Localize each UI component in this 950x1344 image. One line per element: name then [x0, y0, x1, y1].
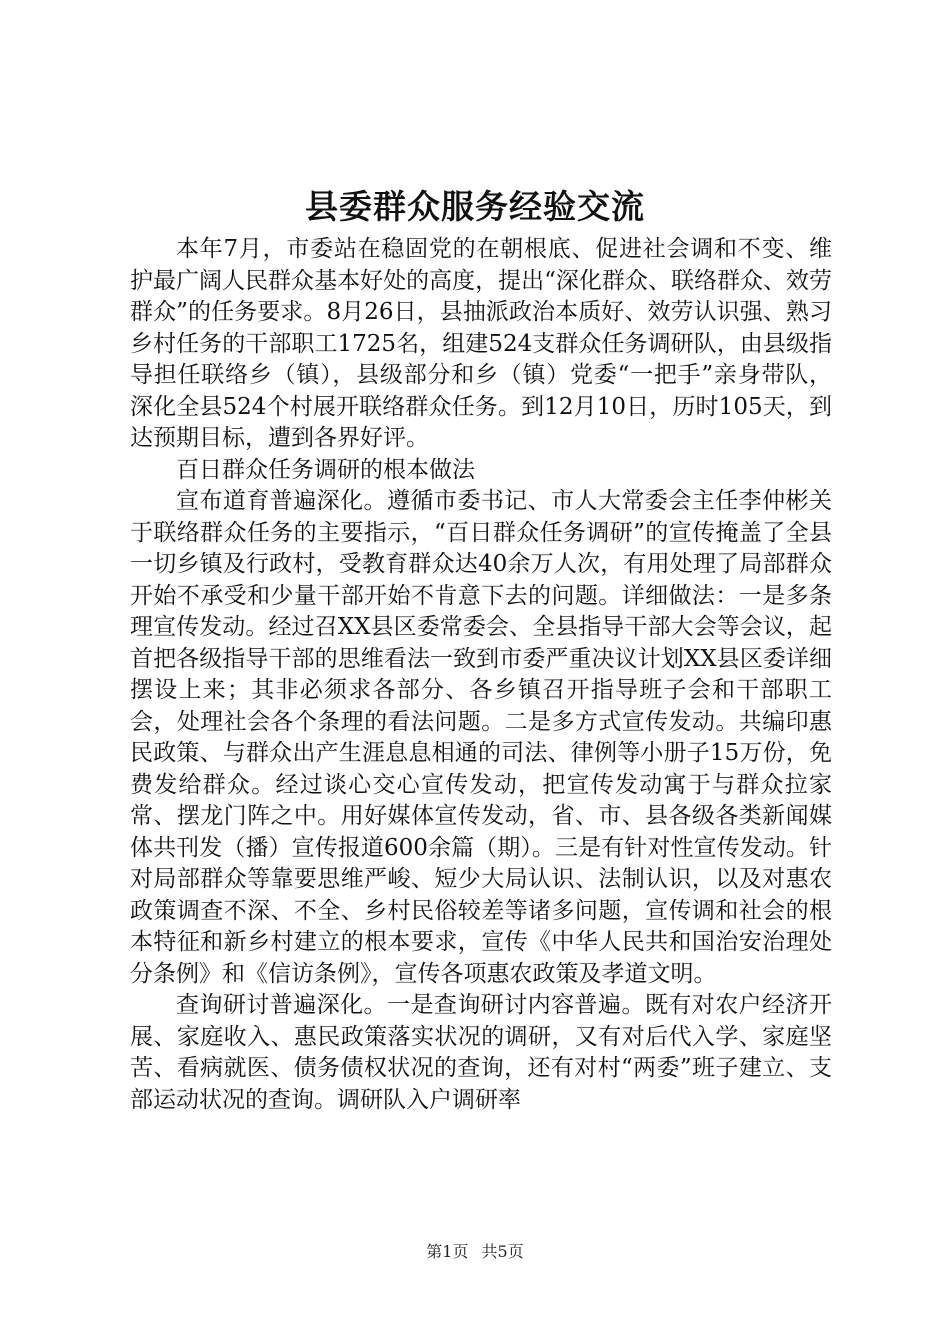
page-footer	[0, 1240, 950, 1264]
document-body	[130, 234, 832, 1116]
paragraph-publicity: 宣布道育普遍深化。遵循市委书记、市人大常委会主任李仲彬关于联络群众任务的主要指示，“百日群众任务调研”的宣传掩盖了全县一切乡镇及行政村，受教育群众达40余万人次，有用处理了局部群众开始不承受和少量干部开始不肯意下去的问题。详细做法：一是多条理宣传发动。经过召XX县区委常委会、全县指导干部大会等会议，起首把各级指导干部的思维看法一致到市委严重决议计划XX县区委详细摆设上来；其非必须求各部分、各乡镇召开指导班子会和干部职工会，处理社会各个条理的看法问题。二是多方式宣传发动。共编印惠民政策、与群众出产生涯息息相通的司法、律例等小册子15万份，免费发给群众。经过谈心交心宣传发动，把宣传发动寓于与群众拉家常、摆龙门阵之中。用好媒体宣传发动，省、市、县各级各类新闻媒体共刊发（播）宣传报道600余篇（期）。三是有针对性宣传发动。针对局部群众等靠要思维严峻、短少大局认识、法制认识，以及对惠农政策调查不深、不全、乡村民俗较差等诸多问题，宣传调和社会的根本特征和新乡村建立的根本要求，宣传《中华人民共和国治安治理处分条例》和《信访条例》，宣传各项惠农政策及孝道文明。	[130, 488, 832, 987]
section-heading: 百日群众任务调研的根本做法	[176, 456, 475, 483]
document-title: 县委群众服务经验交流	[305, 187, 645, 226]
page-total: 共5页	[481, 1242, 524, 1261]
page-number: 第1页	[426, 1242, 469, 1261]
paragraph-intro: 本年7月，市委站在稳固党的在朝根底、促进社会调和不变、维护最广阔人民群众基本好处的高度，提出“深化群众、联络群众、效劳群众”的任务要求。8月26日，县抽派政治本质好、效劳认识强、熟习乡村任务的干部职工1725名，组建524支群众任务调研队，由县级指导担任联络乡（镇），县级部分和乡（镇）党委“一把手”亲身带队，深化全县524个村展开联络群众任务。到12月10日，历时105天，到达预期目标，遭到各界好评。	[130, 236, 832, 451]
paragraph-research: 查询研讨普遍深化。一是查询研讨内容普遍。既有对农户经济开展、家庭收入、惠民政策落实状况的调研，又有对后代入学、家庭坚苦、看病就医、债务债权状况的查询，还有对村“两委”班子建立、支部运动状况的查询。调研队入户调研率	[130, 992, 832, 1113]
